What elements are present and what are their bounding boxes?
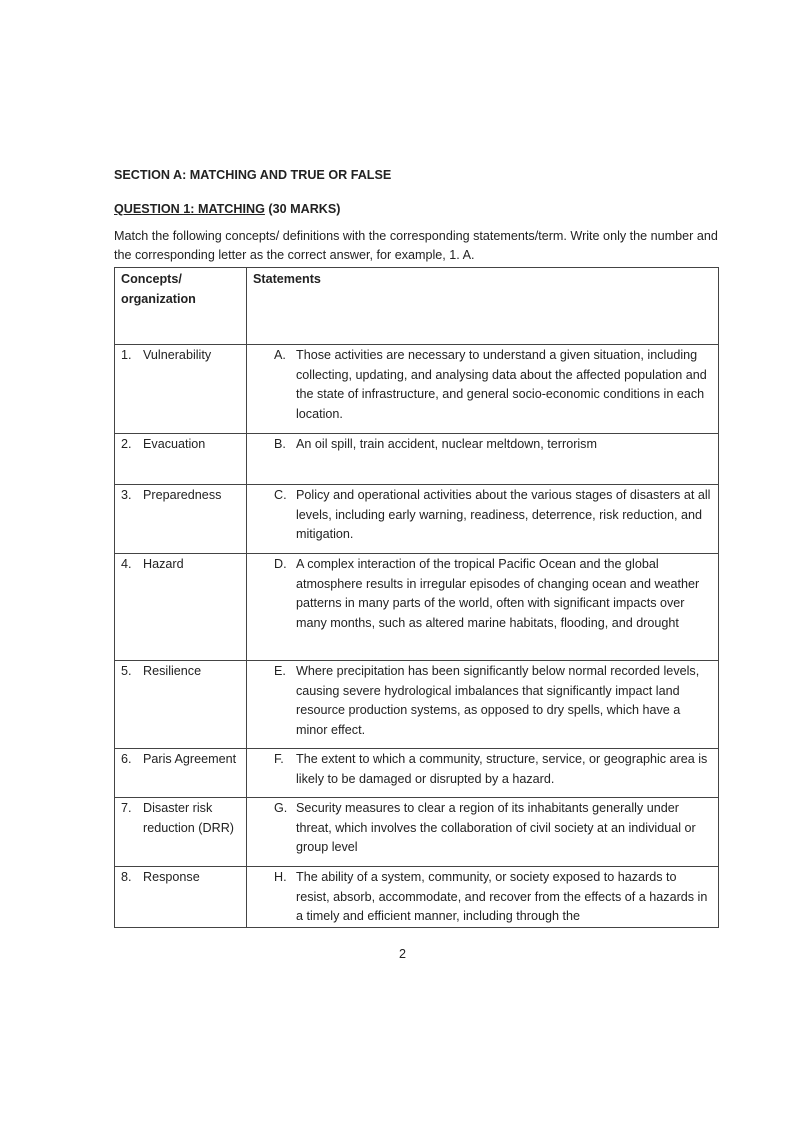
matching-table — [114, 267, 719, 928]
concept-number: 3. — [121, 488, 132, 502]
table-row — [115, 798, 719, 867]
table-row — [115, 485, 719, 554]
table-row — [115, 661, 719, 749]
concept-cell — [115, 661, 247, 749]
statement-letter: D. — [274, 557, 287, 571]
concept-text: Resilience — [143, 664, 202, 678]
statement-letter: G. — [274, 801, 288, 815]
statement-letter: H. — [274, 870, 287, 884]
concept-cell — [115, 345, 247, 434]
statement-cell — [247, 485, 719, 554]
statement-text: Policy and operational activities about the various stages of disasters at all levels, including early warning, readiness, deterrence, risk reduction, and mitigation. — [296, 488, 711, 541]
header-concepts: Concepts/ organization — [115, 268, 247, 345]
concept-number: 2. — [121, 437, 132, 451]
concept-text: Hazard — [143, 557, 184, 571]
concept-text: Paris Agreement — [143, 752, 237, 766]
section-title: SECTION A: MATCHING AND TRUE OR FALSE — [114, 168, 392, 182]
instructions: Match the following concepts/ definitions with the corresponding statements/term. Write only the number and the corresponding letter as the correct answer, for example, 1. A. — [114, 229, 718, 262]
statement-text: The ability of a system, community, or society exposed to hazards to resist, absorb, accommodate, and recover from the effects of a hazards in a timely and efficient manner, including through the — [296, 870, 708, 923]
header-statements: Statements — [247, 268, 719, 345]
concept-number: 4. — [121, 557, 132, 571]
concept-number: 1. — [121, 348, 132, 362]
statement-letter: F. — [274, 752, 284, 766]
statement-letter: C. — [274, 488, 287, 502]
concept-text: Vulnerability — [143, 348, 212, 362]
question-heading — [114, 202, 340, 216]
concept-number: 5. — [121, 664, 132, 678]
statement-cell — [247, 554, 719, 661]
statement-cell — [247, 798, 719, 867]
statement-cell — [247, 661, 719, 749]
table-row — [115, 749, 719, 798]
concept-cell — [115, 749, 247, 798]
page-number: 2 — [399, 947, 407, 961]
table-row — [115, 554, 719, 661]
concept-text: Preparedness — [143, 488, 222, 502]
statement-letter: B. — [274, 437, 286, 451]
concept-cell — [115, 798, 247, 867]
statement-text: Where precipitation has been significantly below normal recorded levels, causing severe hydrological imbalances that significantly impact land resource production systems, as opposed to dry spells, which have a minor effect. — [296, 664, 700, 737]
table-row — [115, 867, 719, 928]
concept-number: 6. — [121, 752, 132, 766]
statement-cell — [247, 434, 719, 485]
statement-cell — [247, 749, 719, 798]
table-header-row — [115, 268, 719, 345]
question-title: QUESTION 1: MATCHING — [114, 202, 265, 216]
concept-number: 8. — [121, 870, 132, 884]
statement-cell — [247, 867, 719, 928]
concept-cell — [115, 554, 247, 661]
statement-text: An oil spill, train accident, nuclear meltdown, terrorism — [296, 437, 597, 451]
statement-letter: A. — [274, 348, 286, 362]
statement-text: Security measures to clear a region of its inhabitants generally under threat, which involves the collaboration of civil society at an individual or group level — [296, 801, 696, 854]
statement-text: A complex interaction of the tropical Pacific Ocean and the global atmosphere results in irregular episodes of changing ocean and weather patterns in many parts of the world, often with significant impacts over many months, such as altered marine habitats, flooding, and drought — [296, 557, 700, 630]
concept-number: 7. — [121, 801, 132, 815]
concept-cell — [115, 434, 247, 485]
statement-text: Those activities are necessary to understand a given situation, including collecting, updating, and analysing data about the affected population and the state of infrastructure, and general socio-economic conditions in each location. — [296, 348, 707, 421]
statement-text: The extent to which a community, structure, service, or geographic area is likely to be damaged or disrupted by a hazard. — [296, 752, 708, 786]
concept-text: Response — [143, 870, 200, 884]
concept-text: Disaster risk reduction (DRR) — [143, 801, 234, 835]
concept-cell — [115, 867, 247, 928]
concept-text: Evacuation — [143, 437, 206, 451]
concept-cell — [115, 485, 247, 554]
statement-letter: E. — [274, 664, 286, 678]
table-row — [115, 345, 719, 434]
question-marks: (30 MARKS) — [268, 202, 341, 216]
statement-cell — [247, 345, 719, 434]
table-row — [115, 434, 719, 485]
